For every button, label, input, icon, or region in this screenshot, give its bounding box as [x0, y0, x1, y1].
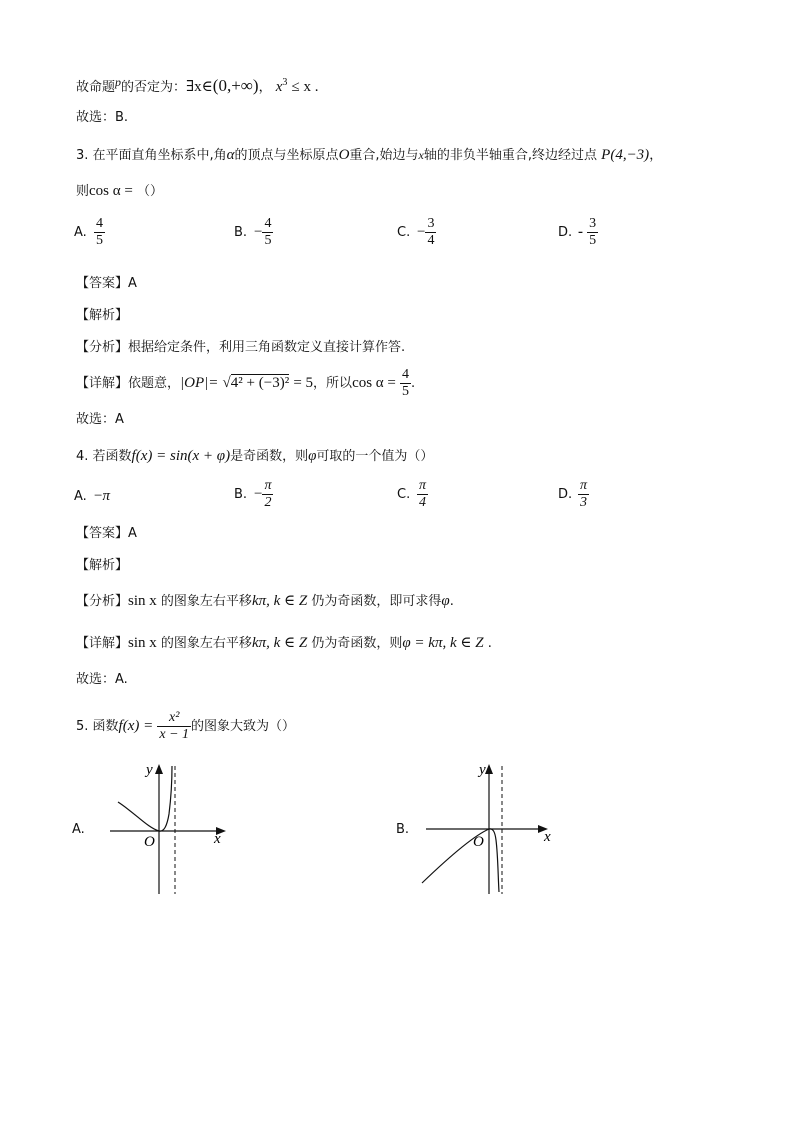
detail-sinx: sin x	[128, 635, 157, 651]
q5-graph-b-label: B.	[396, 822, 410, 837]
y-label: y	[479, 762, 486, 778]
option-sign: −	[94, 488, 103, 504]
detail-text-a: 依题意，	[128, 376, 181, 391]
negation-line: 故命题p的否定为：∃x∈(0,+∞)， $x^3 \le x$ .	[76, 75, 319, 95]
analysis-text-d: 仍为奇函数，即可求得	[311, 594, 442, 609]
q4-stem	[76, 446, 433, 467]
q5-stem-b: 的图象大致为（）	[191, 719, 296, 734]
q4-option-a	[74, 478, 110, 515]
fraction-den: x − 1	[159, 727, 190, 742]
q3-point: P(4,−3)	[601, 147, 650, 163]
analysis-end: .	[449, 594, 454, 609]
detail-fraction	[400, 367, 411, 400]
fraction-den: 4	[419, 495, 426, 510]
fraction-num: 3	[427, 216, 435, 231]
q4-stem-b: 是奇函数，则	[230, 449, 309, 464]
prev-choice: 故选：B.	[76, 110, 129, 125]
option-fraction	[262, 216, 273, 249]
q4-stem-c: 可取的一个值为（）	[316, 449, 434, 464]
q3-stem-c: 重合,始边与	[349, 148, 419, 163]
q4-stem-a: 4. 若函数	[76, 449, 132, 464]
q3-jiexi: 【解析】	[76, 308, 129, 323]
fraction-num: π	[264, 478, 272, 493]
option-fraction	[425, 216, 436, 249]
q4-option-d	[558, 478, 589, 511]
detail-phi-eq: φ = kπ, k ∈ Z	[402, 635, 484, 651]
analysis-text: 根据给定条件，利用三角函数定义直接计算作答.	[128, 340, 406, 355]
q3-alpha: α	[226, 147, 235, 163]
option-label: D.	[558, 487, 573, 502]
q3-option-c	[397, 216, 436, 249]
negation-exp: 3	[282, 77, 288, 88]
detail-abs: |OP|=	[180, 375, 219, 391]
sqrt-body: 4² + (−3)²	[230, 375, 290, 391]
fraction-den: 4	[427, 233, 435, 248]
q5-function-lhs: f(x) =	[118, 718, 154, 734]
q4-phi: φ	[308, 448, 317, 464]
answer-tag: 【答案】	[76, 526, 129, 541]
option-label: A.	[74, 489, 87, 504]
detail-tag: 【详解】	[76, 376, 129, 391]
y-axis-arrow	[155, 764, 163, 774]
fraction-den: 2	[264, 495, 272, 510]
option-sign: −	[417, 224, 426, 240]
negation-x: x	[275, 79, 283, 95]
origin-label: O	[144, 834, 155, 850]
q3-xvar: x	[418, 148, 424, 162]
q3-option-b	[234, 216, 273, 249]
option-fraction	[578, 478, 589, 511]
q3-cos-expr: cos α =	[89, 183, 133, 199]
q3-stem-a: 3. 在平面直角坐标系中,角	[76, 148, 227, 163]
q5-function-fraction	[157, 710, 191, 743]
option-label: A.	[74, 225, 87, 240]
q4-analysis	[76, 591, 454, 612]
detail-kpi: kπ, k ∈ Z	[251, 635, 308, 651]
fraction-den: 3	[580, 495, 587, 510]
q3-answer	[76, 274, 137, 294]
detail-text-b: 的图象左右平移	[160, 636, 252, 651]
detail-text-d: 仍为奇函数，则	[311, 636, 403, 651]
detail-text-b: ，所以	[313, 376, 353, 391]
option-value: π	[102, 488, 110, 504]
y-label: y	[146, 762, 153, 778]
option-label: B.	[234, 225, 248, 240]
q3-line2-b: （）	[136, 184, 163, 199]
q4-choice: 故选：A.	[76, 672, 128, 687]
answer-tag: 【答案】	[76, 276, 129, 291]
x-label: x	[214, 831, 221, 847]
negation-mid: 的否定为：	[121, 80, 187, 95]
q3-choice: 故选：A	[76, 412, 124, 427]
detail-cos: cos α =	[352, 375, 396, 391]
fraction-num: π	[419, 478, 427, 493]
detail-end: .	[487, 636, 492, 651]
q4-function: f(x) = sin(x + φ)	[131, 448, 231, 464]
option-sign: −	[254, 486, 263, 502]
fraction-num: 4	[264, 216, 272, 231]
fraction-den: 5	[96, 233, 103, 248]
q5-graph-b	[418, 758, 558, 898]
q3-stem	[76, 145, 662, 166]
q4-detail	[76, 633, 492, 654]
fraction-den: 5	[264, 233, 272, 248]
q3-line2-a: 则	[76, 184, 90, 199]
detail-tag: 【详解】	[76, 636, 129, 651]
negation-interval: (0,+∞)	[212, 76, 259, 95]
option-sign: -	[578, 224, 583, 240]
x-label: x	[544, 829, 551, 845]
answer-value: A	[128, 526, 137, 541]
q5-stem	[76, 706, 295, 747]
fraction-num: x²	[157, 710, 191, 727]
q3-option-a	[74, 216, 105, 249]
q3-detail	[76, 366, 415, 401]
q3-stem-e: ，	[649, 148, 663, 163]
q3-stem-d: 轴的非负半轴重合,终边经过点	[423, 148, 598, 163]
option-fraction	[417, 478, 428, 511]
fraction-num: 3	[589, 216, 597, 231]
q4-option-b	[234, 478, 273, 511]
fraction-num: π	[580, 478, 588, 493]
curve	[118, 766, 172, 831]
detail-end: .	[411, 376, 416, 391]
y-axis-arrow	[485, 764, 493, 774]
analysis-kpi: kπ, k ∈ Z	[251, 593, 308, 609]
option-fraction	[94, 216, 105, 249]
q4-option-c	[397, 478, 428, 511]
fraction-den: 5	[402, 384, 410, 399]
fraction-num: 4	[96, 216, 103, 231]
detail-sqrt: √4² + (−3)²	[222, 375, 290, 391]
fraction-den: 5	[589, 233, 597, 248]
analysis-sinx: sin x	[128, 593, 157, 609]
analysis-phi: φ	[441, 593, 450, 609]
fraction-num: 4	[402, 367, 410, 382]
analysis-text-b: 的图象左右平移	[160, 594, 252, 609]
q3-stem-line2	[76, 181, 163, 202]
q3-option-d	[558, 216, 598, 249]
q4-answer	[76, 524, 137, 544]
prop-p: p	[115, 75, 122, 89]
option-label: B.	[234, 487, 248, 502]
option-fraction	[587, 216, 598, 249]
q4-jiexi: 【解析】	[76, 558, 129, 573]
q3-stem-b: 的顶点与坐标原点	[234, 148, 339, 163]
q5-stem-a: 5. 函数	[76, 719, 119, 734]
analysis-tag: 【分析】	[76, 340, 129, 355]
q5-graph-a	[100, 758, 240, 898]
analysis-tag: 【分析】	[76, 594, 129, 609]
curve	[422, 829, 499, 892]
option-label: D.	[558, 225, 573, 240]
option-label: C.	[397, 487, 411, 502]
origin-label: O	[473, 834, 484, 850]
detail-eq: = 5	[293, 375, 314, 391]
option-sign: −	[254, 224, 263, 240]
option-fraction	[262, 478, 273, 511]
q5-graph-a-label: A.	[72, 822, 85, 837]
negation-exists: ∃x∈	[186, 79, 213, 95]
negation-rest: ≤ x .	[291, 79, 319, 95]
answer-value: A	[128, 276, 137, 291]
negation-prefix: 故命题	[76, 80, 116, 95]
option-label: C.	[397, 225, 411, 240]
q3-analysis	[76, 338, 405, 358]
q3-origin: O	[338, 147, 350, 163]
